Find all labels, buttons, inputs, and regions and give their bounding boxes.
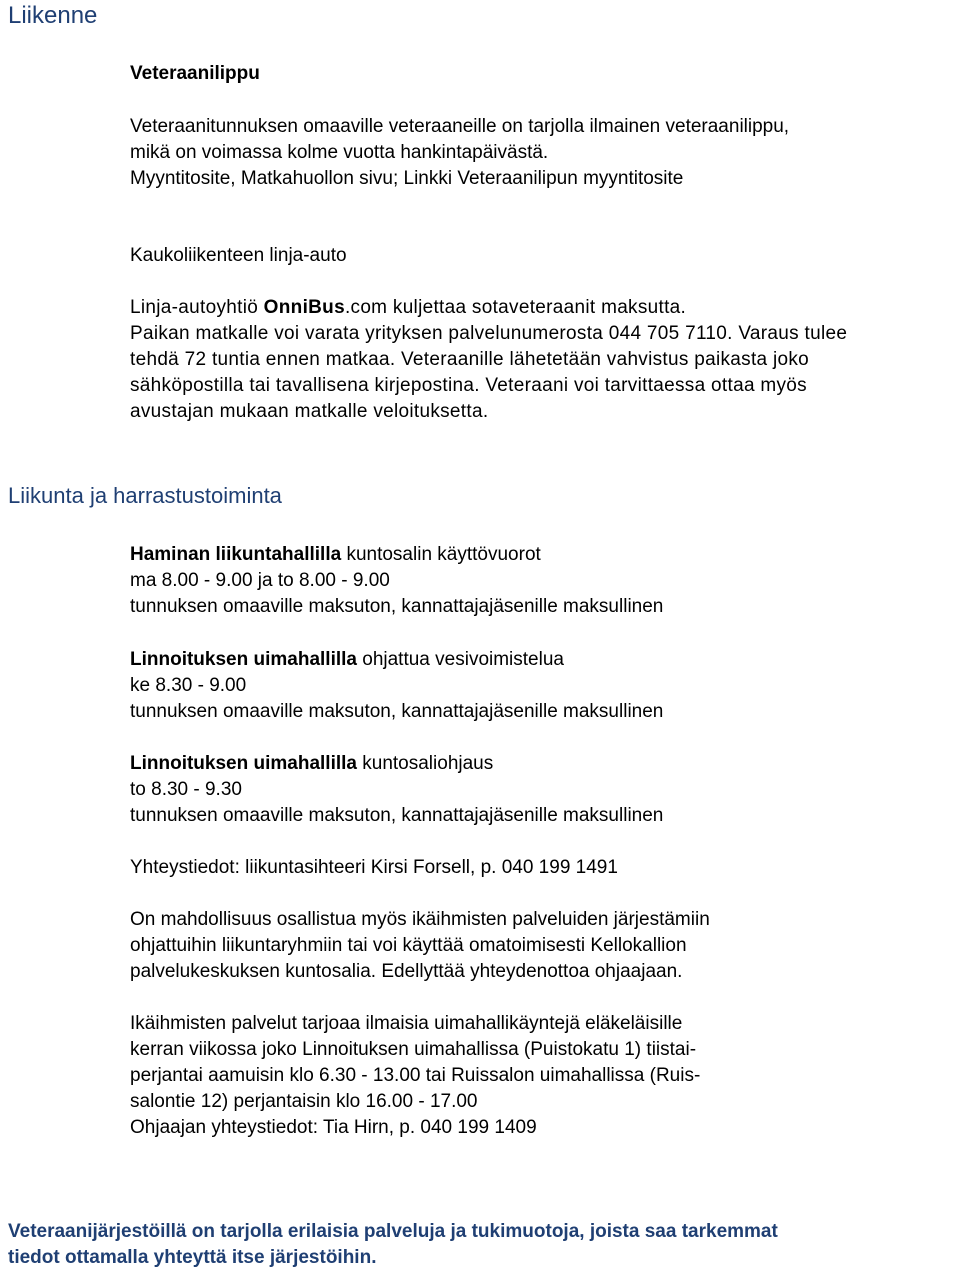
footer-note xyxy=(8,1219,778,1271)
schedule-time: to 8.30 - 9.30 xyxy=(130,779,242,800)
text-line xyxy=(130,647,663,673)
text-line: avustajan mukaan matkalle veloituksetta. xyxy=(130,401,489,422)
activity-name: ohjattua vesivoimistelua xyxy=(356,649,564,670)
text-fragment: Linja-autoyhtiö xyxy=(130,297,264,318)
text-line: sähköpostilla tai tavallisena kirjepostina. Veteraani voi tarvittaessa ottaa myös xyxy=(130,375,807,396)
veteraanilippu-text xyxy=(130,114,789,192)
activity-name: kuntosalin käyttövuorot xyxy=(341,544,541,565)
text-line: tehdä 72 tuntia ennen matkaa. Veteraanille lähetetään vahvistus paikasta joko xyxy=(130,349,810,370)
activity-name: kuntosaliohjaus xyxy=(356,753,494,774)
veteraanilippu-heading: Veteraanilippu xyxy=(130,63,260,84)
text-line: kerran viikossa joko Linnoituksen uimahallissa (Puistokatu 1) tiistai- xyxy=(130,1039,697,1060)
contact-info: Yhteystiedot: liikuntasihteeri Kirsi Forsell, p. 040 199 1491 xyxy=(130,857,618,878)
section-title-liikunta: Liikunta ja harrastustoiminta xyxy=(8,483,282,508)
activity-block-1 xyxy=(130,542,663,620)
text-line: On mahdollisuus osallistua myös ikäihmisten palveluiden järjestämiin xyxy=(130,909,710,930)
section-title-liikenne: Liikenne xyxy=(8,2,98,29)
text-line xyxy=(130,295,847,321)
text-line: Veteraanitunnuksen omaaville veteraaneille on tarjolla ilmainen veteraanilippu, xyxy=(130,116,790,137)
text-line: Veteraanijärjestöillä on tarjolla erilaisia palveluja ja tukimuotoja, joista saa tarkemmat xyxy=(8,1221,778,1242)
schedule-time: ke 8.30 - 9.00 xyxy=(130,675,247,696)
text-line: mikä on voimassa kolme vuotta hankintapäivästä. xyxy=(130,142,549,163)
venue-name: Linnoituksen uimahallilla xyxy=(130,753,357,774)
text-line: perjantai aamuisin klo 6.30 - 13.00 tai Ruissalon uimahallissa (Ruis- xyxy=(130,1065,701,1086)
kaukoliikenne-text xyxy=(130,295,847,425)
text-line: Ikäihmisten palvelut tarjoaa ilmaisia uimahallikäyntejä eläkeläisille xyxy=(130,1013,683,1034)
paragraph-swimming xyxy=(130,1011,700,1141)
onnibus-brand: OnniBus xyxy=(263,297,345,318)
price-info: tunnuksen omaaville maksuton, kannattajajäsenille maksullinen xyxy=(130,805,664,826)
text-line: salontie 12) perjantaisin klo 16.00 - 17.00 xyxy=(130,1091,478,1112)
text-line xyxy=(130,542,663,568)
text-line: palvelukeskuksen kuntosalia. Edellyttää yhteydenottoa ohjaajaan. xyxy=(130,961,683,982)
text-line: ohjattuihin liikuntaryhmiin tai voi käyttää omatoimisesti Kellokallion xyxy=(130,935,687,956)
activity-block-2 xyxy=(130,647,663,725)
venue-name: Haminan liikuntahallilla xyxy=(130,544,342,565)
paragraph-group-activities xyxy=(130,907,710,985)
kaukoliikenne-heading: Kaukoliikenteen linja-auto xyxy=(130,245,347,266)
text-fragment: .com kuljettaa sotaveteraanit maksutta. xyxy=(344,297,687,318)
text-line xyxy=(130,751,663,777)
text-line: tiedot ottamalla yhteyttä itse järjestöihin. xyxy=(8,1247,377,1268)
text-line: Ohjaajan yhteystiedot: Tia Hirn, p. 040 199 1409 xyxy=(130,1117,537,1138)
text-line: Paikan matkalle voi varata yrityksen palvelunumerosta 044 705 7110. Varaus tulee xyxy=(130,323,848,344)
price-info: tunnuksen omaaville maksuton, kannattajajäsenille maksullinen xyxy=(130,701,664,722)
text-line: Myyntitosite, Matkahuollon sivu; Linkki Veteraanilipun myyntitosite xyxy=(130,168,684,189)
price-info: tunnuksen omaaville maksuton, kannattajajäsenille maksullinen xyxy=(130,596,664,617)
venue-name: Linnoituksen uimahallilla xyxy=(130,649,357,670)
schedule-time: ma 8.00 - 9.00 ja to 8.00 - 9.00 xyxy=(130,570,390,591)
activity-block-3 xyxy=(130,751,663,829)
